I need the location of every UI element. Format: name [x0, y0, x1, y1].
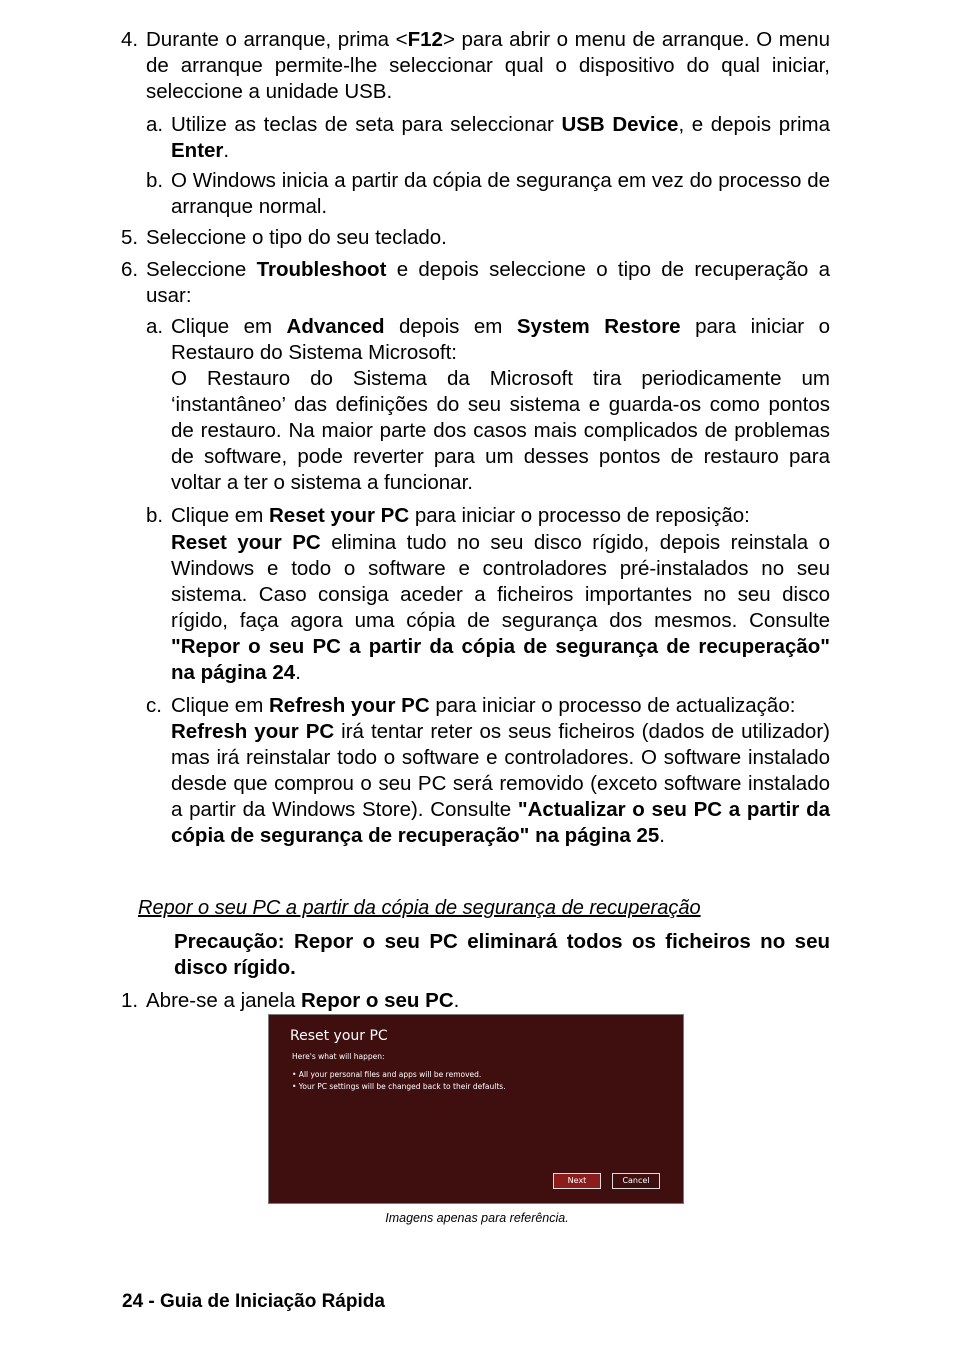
step-6b-label: b. [146, 504, 164, 527]
step-6-text: Seleccione Troubleshoot e depois seleccione o tipo de recuperação a usar: [146, 258, 830, 307]
step-4a-label: a. [146, 113, 164, 136]
step-6a-description: O Restauro do Sistema da Microsoft tira periodicamente um ‘instantâneo’ das definições do seu sistema e guarda-os como pontos de restauro. Na maior parte dos casos mais complicados de problemas de software, pode reverter para um desses pontos de restauro para voltar a ter o sistema a funcionar. [171, 367, 830, 494]
step-6c-text: Clique em Refresh your PC para iniciar o processo de actualização: [171, 694, 796, 717]
dialog-bullet: • All your personal files and apps will be removed. [292, 1070, 482, 1079]
image-caption: Imagens apenas para referência. [385, 1211, 569, 1225]
step-4-number: 4. [121, 28, 139, 51]
reset-pc-dialog-screenshot [268, 1014, 684, 1204]
step-5-text: Seleccione o tipo do seu teclado. [146, 226, 447, 249]
step-6c-description: Refresh your PC irá tentar reter os seus ficheiros (dados de utilizador) mas irá reinstalar todo o software e controladores. O software instalado desde que comprou o seu PC será removido (exceto software instalado a partir da Windows Store). Consulte "Actualizar o seu PC a partir da cópia de segurança de recuperação" na página 25. [171, 720, 830, 847]
section-step-1-text: Abre-se a janela Repor o seu PC. [146, 989, 460, 1012]
step-4a-text: Utilize as teclas de seta para seleccionar USB Device, e depois prima Enter. [171, 113, 830, 162]
cross-reference-link[interactable]: "Repor o seu PC a partir da cópia de segurança de recuperação" na página 24 [171, 635, 830, 684]
section-step-1-number: 1. [121, 989, 139, 1012]
step-6-number: 6. [121, 258, 139, 281]
dialog-title: Reset your PC [290, 1028, 388, 1044]
step-4-text: Durante o arranque, prima <F12> para abrir o menu de arranque. O menu de arranque permite-lhe seleccionar qual o dispositivo do qual iniciar, seleccione a unidade USB. [146, 28, 830, 103]
page-footer: 24 - Guia de Iniciação Rápida [122, 1291, 385, 1312]
step-6c-label: c. [146, 694, 162, 717]
step-6a-text: Clique em Advanced depois em System Restore para iniciar o Restauro do Sistema Microsoft: [171, 315, 830, 364]
dialog-subtitle: Here's what will happen: [292, 1052, 385, 1061]
cross-reference-link[interactable]: "Actualizar o seu PC a partir da cópia de segurança de recuperação" na página 25 [171, 798, 830, 847]
caution-note: Precaução: Repor o seu PC eliminará todos os ficheiros no seu disco rígido. [174, 930, 830, 979]
section-title: Repor o seu PC a partir da cópia de segurança de recuperação [138, 897, 701, 919]
step-6b-text: Clique em Reset your PC para iniciar o processo de reposição: [171, 504, 750, 527]
next-button[interactable]: Next [553, 1173, 601, 1189]
step-6a-label: a. [146, 315, 164, 338]
step-4b-text: O Windows inicia a partir da cópia de segurança em vez do processo de arranque normal. [171, 169, 830, 218]
dialog-bullet: • Your PC settings will be changed back to their defaults. [292, 1082, 506, 1091]
step-5-number: 5. [121, 226, 139, 249]
cancel-button[interactable]: Cancel [612, 1173, 660, 1189]
step-4b-label: b. [146, 169, 164, 192]
step-6b-description: Reset your PC elimina tudo no seu disco rígido, depois reinstala o Windows e todo o software e controladores pré-instalados no seu sistema. Caso consiga aceder a ficheiros importantes no seu disco rígido, faça agora uma cópia de segurança dos mesmos. Consulte "Repor o seu PC a partir da cópia de segurança de recuperação" na página 24. [171, 531, 830, 684]
